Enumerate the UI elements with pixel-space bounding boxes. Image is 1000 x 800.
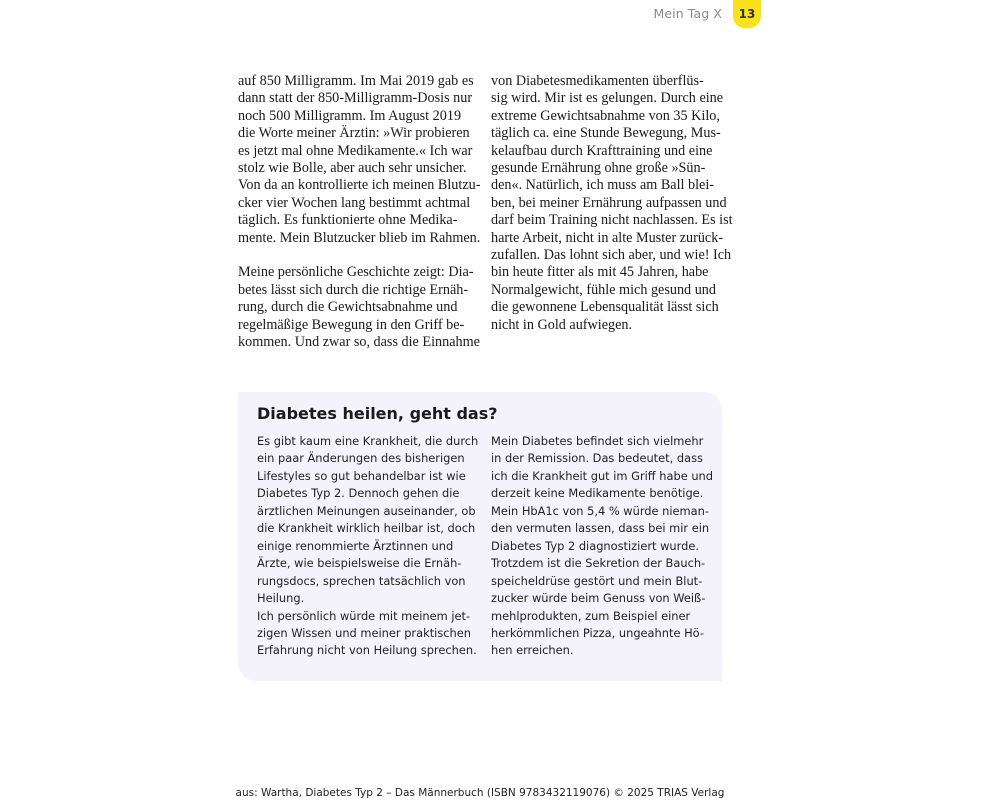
text-line: Von da an kontrollierte ich meinen Blutzu-	[238, 177, 481, 194]
text-line: ein paar Änderungen des bisherigen	[257, 451, 465, 466]
text-line: harte Arbeit, nicht in alte Muster zurück-	[491, 229, 724, 246]
text-line: von Diabetesmedikamenten überflüs-	[491, 73, 704, 89]
info-box	[238, 392, 722, 681]
text-line: Mein Diabetes befindet sich vielmehr	[491, 434, 704, 448]
text-line: Lifestyles so gut behandelbar ist wie	[257, 468, 466, 483]
text-line: regelmäßige Bewegung in den Griff be-	[238, 316, 465, 333]
body-column-left	[238, 73, 481, 351]
text-line: täglich. Es funktionierte ohne Medika-	[238, 212, 458, 229]
text-line: kelaufbau durch Krafttraining und eine	[491, 142, 713, 159]
info-box-title: Diabetes heilen, geht das?	[257, 404, 498, 423]
text-line: Trotzdem ist die Sekretion der Bauch-	[491, 556, 706, 571]
text-line: gesunde Ernährung ohne große »Sün-	[491, 160, 706, 177]
text-line: in der Remission. Das bedeutet, dass	[491, 451, 703, 466]
text-line: cker vier Wochen lang bestimmt achtmal	[238, 194, 471, 211]
text-line: rungsdocs, sprechen tatsächlich von	[257, 573, 466, 588]
text-line: Mein HbA1c von 5,4 % würde nieman-	[491, 503, 709, 518]
text-line: dann statt der 850-Milligramm-Dosis nur	[238, 90, 473, 107]
text-line: die Worte meiner Ärztin: »Wir probieren	[238, 125, 470, 142]
body-column-right	[491, 73, 733, 334]
text-line: ich die Krankheit gut im Griff habe und	[491, 468, 714, 483]
text-line: Heilung.	[257, 591, 305, 606]
text-line: Meine persönliche Geschichte zeigt: Dia-	[238, 264, 474, 281]
text-line: zucker würde beim Genuss von Weiß-	[491, 591, 706, 606]
text-line: noch 500 Milligramm. Im August 2019	[238, 107, 462, 124]
info-box-column-left	[257, 433, 478, 660]
page-number-badge: 13	[733, 0, 761, 28]
text-line: Diabetes Typ 2. Dennoch gehen die	[257, 486, 460, 501]
text-line: stolz wie Bolle, aber auch sehr unsicher.	[238, 160, 467, 177]
text-line: die gewonnene Lebensqualität lässt sich	[491, 299, 719, 316]
text-line: speicheldrüse gestört und mein Blut-	[491, 573, 703, 588]
text-line: kommen. Und zwar so, dass die Einnahme	[238, 334, 480, 351]
text-line: hen erreichen.	[491, 643, 574, 658]
text-line: Erfahrung nicht von Heilung sprechen.	[257, 643, 477, 658]
text-line: auf 850 Milligramm. Im Mai 2019 gab es	[238, 73, 474, 89]
info-box-column-right	[491, 433, 713, 660]
text-line: betes lässt sich durch die richtige Ernäh-	[238, 281, 469, 298]
text-line: rung, durch die Gewichtsabnahme und	[238, 299, 458, 316]
text-line: ärztlichen Meinungen auseinander, ob	[257, 503, 476, 518]
text-line: herkömmlichen Pizza, ungeahnte Hö-	[491, 625, 704, 640]
text-line: einige renommierte Ärztinnen und	[257, 538, 454, 553]
text-line: Normalgewicht, fühle mich gesund und	[491, 281, 716, 298]
text-line: die Krankheit wirklich heilbar ist, doch	[257, 521, 476, 536]
text-line: sig wird. Mir ist es gelungen. Durch eine	[491, 90, 724, 107]
text-line: extreme Gewichtsabnahme von 35 Kilo,	[491, 107, 720, 124]
text-line: den vermuten lassen, dass bei mir ein	[491, 521, 710, 536]
text-line: es jetzt mal ohne Medikamente.« Ich war	[238, 142, 473, 159]
source-footer: aus: Wartha, Diabetes Typ 2 – Das Männerbuch (ISBN 9783432119076) © 2025 TRIAS Verlag	[235, 787, 725, 799]
text-line: täglich ca. eine Stunde Bewegung, Mus-	[491, 125, 721, 142]
running-header: Mein Tag X	[653, 6, 722, 21]
text-line: derzeit keine Medikamente benötige.	[491, 486, 704, 501]
text-line: den«. Natürlich, ich muss am Ball blei-	[491, 177, 715, 194]
text-line: nicht in Gold aufwiegen.	[491, 316, 633, 333]
text-line: darf beim Training nicht nachlassen. Es ist	[491, 212, 733, 229]
text-line: mehlprodukten, zum Beispiel einer	[491, 608, 691, 623]
text-line: bin heute fitter als mit 45 Jahren, habe	[491, 264, 709, 281]
text-line: zufallen. Das lohnt sich aber, und wie! Ich	[491, 247, 732, 264]
text-line: Ärzte, wie beispielsweise die Ernäh-	[257, 556, 462, 571]
text-line: Diabetes Typ 2 diagnostiziert wurde.	[491, 538, 699, 553]
text-line: Ich persönlich würde mit meinem jet-	[257, 608, 471, 623]
text-line: mente. Mein Blutzucker blieb im Rahmen.	[238, 229, 481, 246]
paragraph-gap	[238, 247, 474, 264]
text-line: Es gibt kaum eine Krankheit, die durch	[257, 434, 479, 448]
text-line: zigen Wissen und meiner praktischen	[257, 625, 471, 640]
text-line: ben, bei meiner Ernährung aufpassen und	[491, 194, 727, 211]
